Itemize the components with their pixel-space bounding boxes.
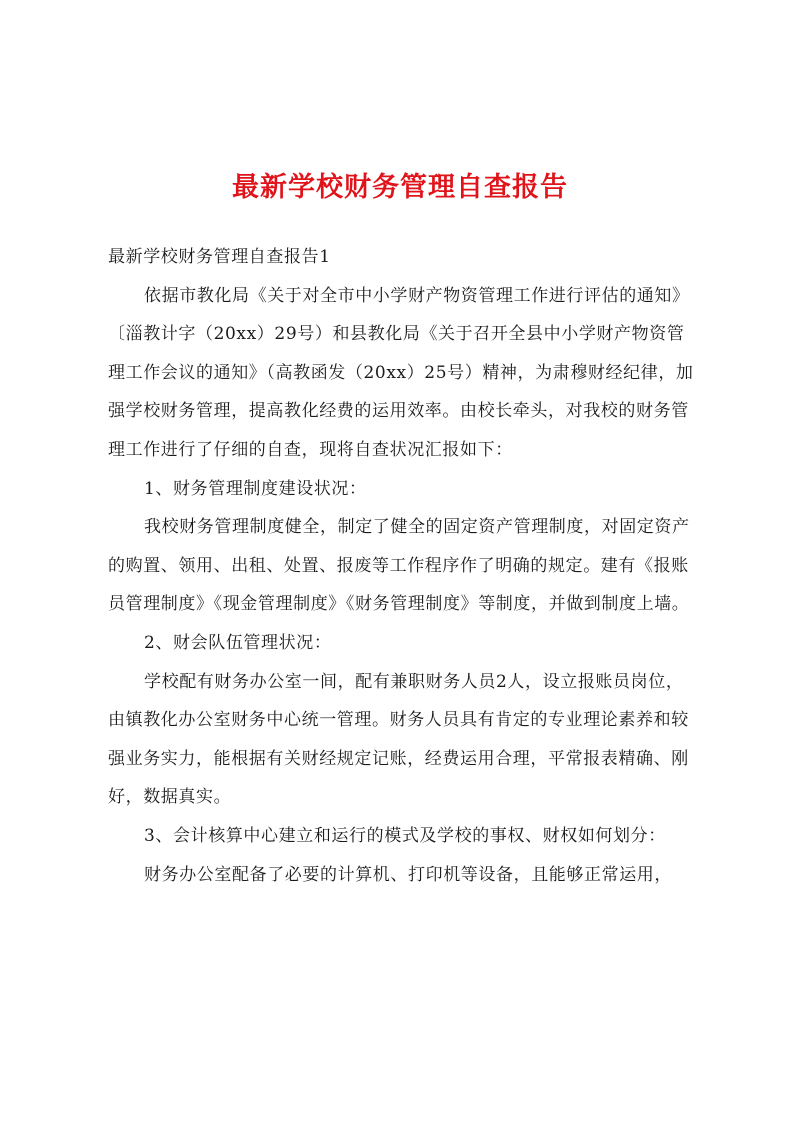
subtitle-paragraph: 最新学校财务管理自查报告1: [108, 247, 331, 267]
document-body: [108, 238, 698, 894]
section-paragraph-3: 财务办公室配备了必要的计算机、打印机等设备，且能够正常运用，: [144, 864, 672, 885]
section-heading-2: 2、财会队伍管理状况：: [144, 632, 332, 653]
section-heading-1: 1、财务管理制度建设状况：: [144, 478, 367, 499]
section-paragraph-1: 我校财务管理制度健全，制定了健全的固定资产管理制度，对固定资产的购置、领用、出租、处置、报废等工作程序作了明确的规定。建有《报账员管理制度》《现金管理制度》《财务管理制度》等制度，并做到制度上墙。: [108, 517, 690, 615]
intro-paragraph: 依据市教化局《关于对全市中小学财产物资管理工作进行评估的通知》〔淄教计字（20xx）29号）和县教化局《关于召开全县中小学财产物资管理工作会议的通知》（高教函发（20xx）25号）精神，为肃穆财经纪律，加强学校财务管理，提高教化经费的运用效率。由校长牵头，对我校的财务管理工作进行了仔细的自查，现将自查状况汇报如下：: [108, 285, 694, 460]
section-paragraph-2: 学校配有财务办公室一间，配有兼职财务人员2人，设立报账员岗位，由镇教化办公室财务中心统一管理。财务人员具有肯定的专业理论素养和较强业务实力，能根据有关财经规定记账，经费运用合理，平常报表精确、刚好，数据真实。: [108, 671, 689, 808]
document-title: 最新学校财务管理自查报告: [232, 172, 568, 203]
section-heading-3: 3、会计核算中心建立和运行的模式及学校的事权、财权如何划分：: [144, 825, 666, 846]
